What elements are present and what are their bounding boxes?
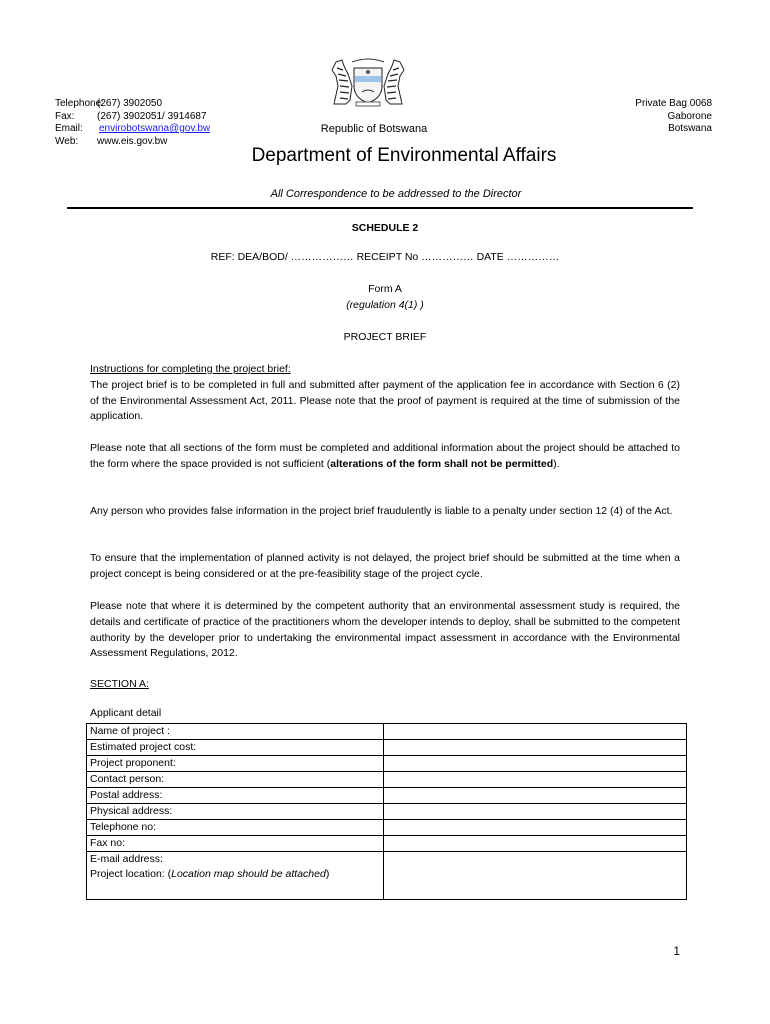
table-row — [87, 820, 687, 836]
address-line-3: Botswana — [668, 123, 712, 134]
table-row — [87, 772, 687, 788]
field-label: Postal address: — [87, 788, 384, 804]
table-row — [87, 788, 687, 804]
location-row-label — [90, 867, 380, 882]
field-input[interactable] — [384, 740, 687, 756]
field-label: Fax no: — [87, 836, 384, 852]
field-label: Telephone no: — [87, 820, 384, 836]
field-label: Project proponent: — [87, 756, 384, 772]
instruction-paragraph-1: The project brief is to be completed in full and submitted after payment of the application fee in accordance with Section 6 (2) of the Environmental Assessment Act, 2011. Please note that the proof of payment is required at the time of submission of the application. — [90, 378, 680, 423]
instructions-heading: Instructions for completing the project brief: — [90, 363, 291, 375]
address-line-2: Gaborone — [667, 110, 712, 122]
header-divider — [67, 207, 693, 209]
telephone-value: (267) 3902050 — [97, 98, 163, 109]
email-label: Email: — [55, 123, 83, 134]
email-row-label: E-mail address: — [90, 853, 163, 865]
instruction-paragraph-2 — [90, 441, 680, 473]
fax-label: Fax: — [55, 110, 75, 122]
web-value: www.eis.gov.bw — [97, 135, 168, 147]
field-label: Name of project : — [87, 724, 384, 740]
location-text-end: ) — [325, 868, 330, 880]
location-note: Location map should be attached — [171, 868, 326, 880]
table-row — [87, 852, 687, 900]
field-input[interactable] — [384, 724, 687, 740]
republic-label: Republic of Botswana — [320, 123, 428, 135]
field-input[interactable] — [384, 756, 687, 772]
instruction-paragraph-3: Any person who provides false information in the project brief fraudulently is liable to a penalty under section 12 (4) of the Act. — [90, 505, 673, 517]
instruction-paragraph-5: Please note that where it is determined by the competent authority that an environmental assessment study is required, the details and certificate of practice of the practitioners whom the developer intends to deploy, shall be submitted to the competent authority by the developer prior to undertaking the environmental impact assessment in accordance with the Environmental Assessment Regulations, 2012. — [90, 600, 680, 660]
instruction-p2-end: ). — [553, 457, 560, 470]
instruction-paragraph-4: To ensure that the implementation of planned activity is not delayed, the project brief should be submitted at the time when a project concept is being considered or at the pre-feasibility stage of the project cycle. — [90, 552, 680, 580]
regulation-reference: (regulation 4(1) ) — [346, 299, 424, 311]
schedule-heading: SCHEDULE 2 — [351, 222, 419, 234]
telephone-label: Telephone: — [55, 98, 104, 109]
applicant-detail-table — [86, 723, 687, 900]
correspondence-note: All Correspondence to be addressed to the Director — [270, 188, 522, 200]
email-link[interactable]: envirobotswana@gov.bw — [99, 123, 211, 134]
fax-value: (267) 3902051/ 3914687 — [97, 110, 207, 122]
table-row — [87, 804, 687, 820]
location-text: Project location: ( — [90, 868, 172, 880]
section-a-heading: SECTION A: — [90, 678, 149, 690]
field-input[interactable] — [384, 852, 687, 900]
field-input[interactable] — [384, 804, 687, 820]
web-label: Web: — [55, 135, 79, 147]
instruction-p2-bold: alterations of the form shall not be permitted — [330, 457, 554, 470]
field-label: Physical address: — [87, 804, 384, 820]
page-number: 1 — [673, 944, 680, 958]
field-label: Estimated project cost: — [87, 740, 384, 756]
address-line-1: Private Bag 0068 — [635, 98, 712, 109]
field-label: Contact person: — [87, 772, 384, 788]
table-row — [87, 836, 687, 852]
instructions-block — [90, 362, 680, 425]
department-title: Department of Environmental Affairs — [251, 145, 557, 166]
table-row — [87, 740, 687, 756]
coat-of-arms-icon — [328, 56, 408, 108]
reference-line: REF: DEA/BOD/ ……………… RECEIPT No …………… DATE …………… — [210, 251, 560, 263]
field-input[interactable] — [384, 836, 687, 852]
field-label — [87, 852, 384, 900]
form-title: PROJECT BRIEF — [343, 331, 427, 343]
applicant-detail-heading: Applicant detail — [90, 707, 162, 719]
table-row — [87, 724, 687, 740]
field-input[interactable] — [384, 820, 687, 836]
field-input[interactable] — [384, 788, 687, 804]
form-name: Form A — [368, 283, 402, 295]
table-row — [87, 756, 687, 772]
instruction-p2-text: Please note that all sections of the form must be completed and additional information about the project should be attached to the form where the space provided is not sufficient ( — [90, 442, 680, 470]
field-input[interactable] — [384, 772, 687, 788]
